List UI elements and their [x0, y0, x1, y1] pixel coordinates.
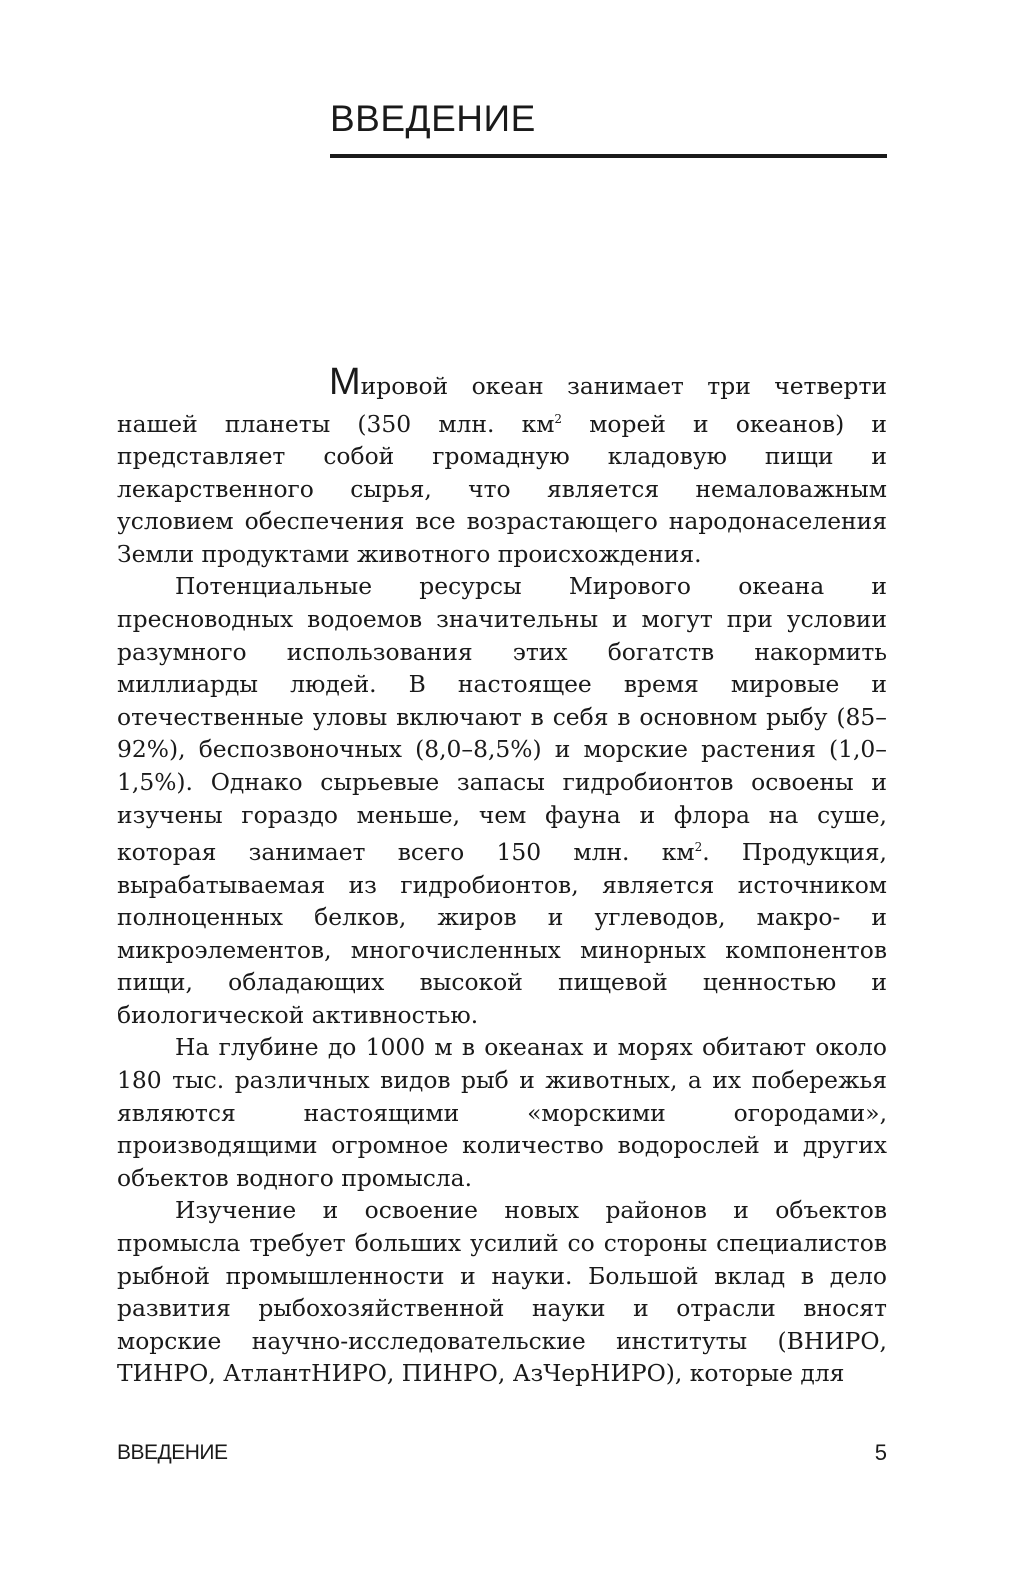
body-text — [117, 361, 887, 1390]
page-title: ВВЕДЕНИЕ — [330, 98, 536, 139]
paragraph-2-text-a: Потенциальные ресурсы Мирового океана и пресноводных водоемов значительны и могут при условии разумного использования этих богатств накормить миллиарды людей. В настоящее время мировые и отечественные уловы включают в себя в основном рыбу (85–92%), беспозвоночных (8,0–8,5%) и морские растения (1,0–1,5%). Однако сырьевые запасы гидробионтов освоены и изучены гораздо меньше, чем фауна и флора на суше, которая занимает всего 150 млн. км — [117, 572, 887, 866]
paragraph-1-text-a: ировой океан занимает три четверти нашей планеты (350 млн. км — [117, 372, 887, 438]
title-rule — [330, 154, 887, 158]
paragraph-1 — [117, 361, 887, 570]
running-head: ВВЕДЕНИЕ — [117, 1441, 228, 1464]
paragraph-4: Изучение и освоение новых районов и объектов промысла требует больших усилий со стороны специалистов рыбной промышленности и науки. Большой вклад в дело развития рыбохозяйственной науки и отрасли вносят морские научно-исследовательские институты (ВНИРО, ТИНРО, АтлантНИРО, ПИНРО, АзЧерНИРО), которые для — [117, 1196, 887, 1388]
dropcap-letter: М — [329, 361, 361, 403]
superscript-2: 2 — [694, 840, 703, 855]
superscript-2: 2 — [554, 411, 563, 426]
page-number: 5 — [874, 1440, 887, 1465]
paragraph-3: На глубине до 1000 м в океанах и морях обитают около 180 тыс. различных видов рыб и животных, а их побережья являются настоящими «морскими огородами», производящими огромное количество водорослей и других объектов водного промысла. — [117, 1033, 887, 1192]
paragraph-1-text-b: морей и океанов) и представляет собой громадную кладовую пищи и лекарственного сырья, что является немаловажным условием обеспечения все возрастающего народонаселения Земли продуктами животного происхождения. — [117, 409, 887, 568]
paragraph-2 — [117, 570, 887, 1031]
paragraph-2-text-b: . Продукция, вырабатываемая из гидробионтов, является источником полноценных белков, жиров и углеводов, макро- и микроэлементов, многочисленных минорных компонентов пищи, обладающих высокой пищевой ценностью и биологической активностью. — [117, 837, 887, 1029]
